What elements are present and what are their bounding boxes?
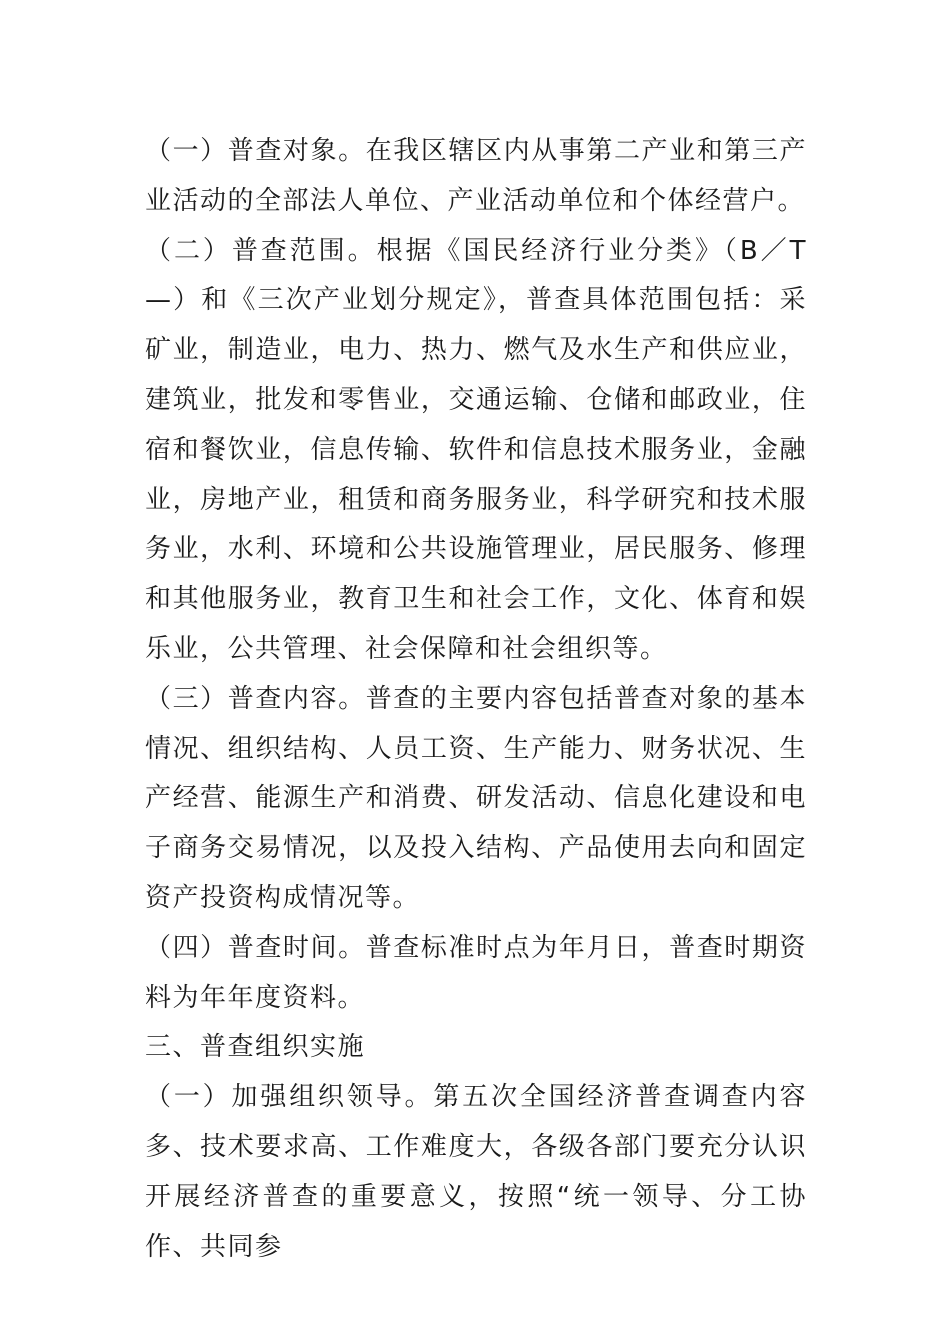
- section-heading-implementation: 三、普查组织实施: [145, 1032, 366, 1063]
- paragraph-organization-leadership: （一）加强组织领导。第五次全国经济普查调查内容多、技术要求高、工作难度大，各级各部门要充分认识开展经济普查的重要意义，按照“统一领导、分工协作、共同参: [145, 1082, 807, 1262]
- paragraph-survey-time: （四）普查时间。普查标准时点为年月日，普查时期资料为年年度资料。: [145, 932, 807, 1013]
- paragraph-survey-content: （三）普查内容。普查的主要内容包括普查对象的基本情况、组织结构、人员工资、生产能力、财务状况、生产经营、能源生产和消费、研发活动、信息化建设和电子商务交易情况，以及投入结构、产品使用去向和固定资产投资构成情况等。: [145, 683, 807, 913]
- paragraph-survey-scope: （二）普查范围。根据《国民经济行业分类》（B／T—）和《三次产业划分规定》，普查具体范围包括：采矿业，制造业，电力、热力、燃气及水生产和供应业，建筑业，批发和零售业，交通运输、仓储和邮政业，住宿和餐饮业，信息传输、软件和信息技术服务业，金融业，房地产业，租赁和商务服务业，科学研究和技术服务业，水利、环境和公共设施管理业，居民服务、修理和其他服务业，教育卫生和社会工作，文化、体育和娱乐业，公共管理、社会保障和社会组织等。: [145, 235, 807, 664]
- document-body: [145, 127, 807, 1272]
- paragraph-survey-objects: （一）普查对象。在我区辖区内从事第二产业和第三产业活动的全部法人单位、产业活动单位和个体经营户。: [145, 136, 807, 216]
